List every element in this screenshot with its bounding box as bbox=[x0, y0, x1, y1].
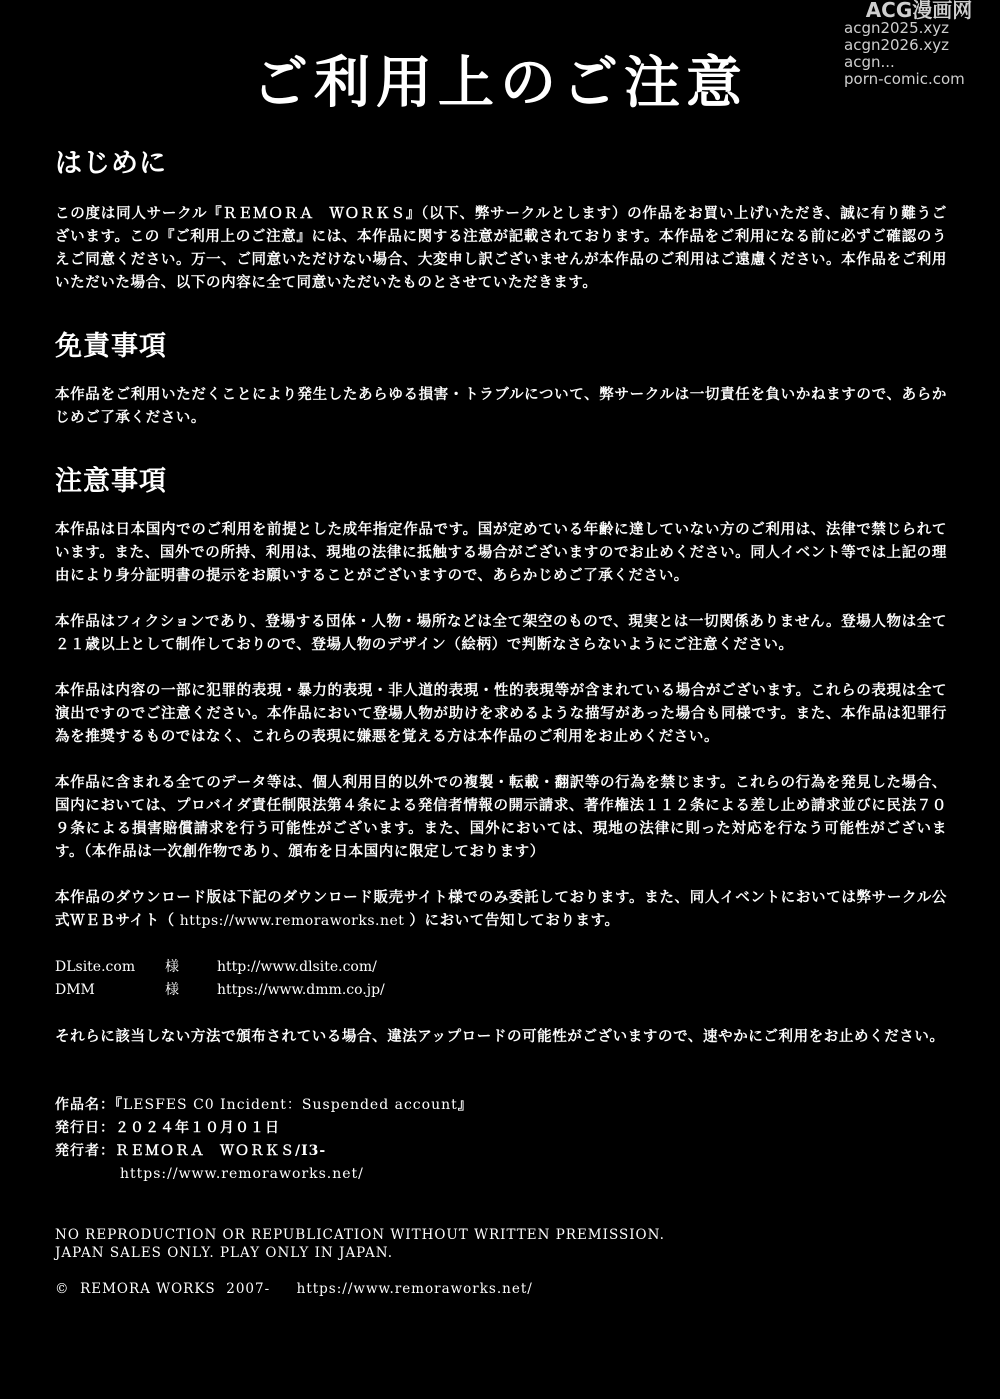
website-link[interactable]: https://www.remoraworks.net bbox=[174, 913, 410, 929]
notice-line: NO REPRODUCTION OR REPUBLICATION WITHOUT WRITTEN PREMISSION. bbox=[55, 1227, 665, 1243]
download-text-b: ）において告知しております。 bbox=[409, 912, 620, 929]
unauthorized-warning: それらに該当しない方法で頒布されている場合、違法アップロードの可能性がございますので、速やかにご利用をお止めください。 bbox=[55, 1028, 945, 1045]
site-url-link[interactable]: http://www.dlsite.com/ bbox=[217, 959, 377, 975]
credit-date-value: ２０２４年１０月０１日 bbox=[115, 1120, 280, 1136]
credit-publisher-url[interactable]: https://www.remoraworks.net/ bbox=[120, 1166, 364, 1182]
credits bbox=[55, 1094, 947, 1186]
credit-work-close: 』 bbox=[457, 1097, 473, 1113]
copyright-url-link[interactable]: https://www.remoraworks.net/ bbox=[296, 1281, 533, 1297]
page-title: ご利用上のご注意 bbox=[252, 50, 748, 116]
credit-date bbox=[55, 1117, 947, 1140]
document-body bbox=[55, 146, 947, 1298]
watermark-line: acgn2026.xyz bbox=[844, 36, 950, 54]
notes-paragraph: 本作品は内容の一部に犯罪的表現・暴力的表現・非人道的表現・性的表現等が含まれている場合がございます。これらの表現は全て演出ですのでご注意ください。本作品において登場人物が助けを求めるような描写があった場合も同様です。また、本作品は犯罪行為を推奨するものではなく、これらの表現に嫌悪を覚える方は本作品のご利用をお止めください。 bbox=[55, 682, 947, 745]
intro-heading: はじめに bbox=[55, 148, 167, 179]
disclaimer-heading: 免責事項 bbox=[55, 331, 167, 362]
watermark-line: acgn... bbox=[844, 53, 895, 71]
notes-paragraph: 本作品はフィクションであり、登場する団体・人物・場所などは全て架空のもので、現実とは一切関係ありません。登場人物は全て２１歳以上として制作しておりので、登場人物のデザイン（絵柄）で判断なさらないようにご注意ください。 bbox=[55, 613, 947, 653]
watermark-line: acgn2025.xyz bbox=[844, 19, 950, 37]
credit-work-label: 作品名： bbox=[55, 1097, 115, 1113]
credit-work bbox=[55, 1094, 947, 1117]
credit-publisher-label: 発行者： bbox=[55, 1143, 115, 1159]
sales-site-list bbox=[55, 956, 947, 1002]
download-text bbox=[55, 886, 947, 933]
download-text-a: 本作品のダウンロード版は下記のダウンロード販売サイト様でのみ委託しております。また、同人イベントにおいては弊サークル公式ＷＥＢサイト（ bbox=[55, 889, 947, 929]
copyright-symbol: © bbox=[55, 1281, 70, 1297]
credit-work-title: LESFES C0 Incident：Suspended account bbox=[123, 1097, 458, 1113]
notes-paragraph: 本作品は日本国内でのご利用を前提とした成年指定作品です。国が定めている年齢に達していない方のご利用は、法律で禁じられています。また、国外での所持、利用は、現地の法律に抵触する場合がございますのでお止めください。同人イベント等では上記の理由により身分証明書の提示をお願いすることがございますので、あらかじめご了承ください。 bbox=[55, 521, 947, 584]
site-name: DMM bbox=[55, 982, 95, 998]
credit-publisher bbox=[55, 1140, 947, 1163]
site-name: DLsite.com bbox=[55, 959, 136, 975]
site-url-link[interactable]: https://www.dmm.co.jp/ bbox=[217, 982, 385, 998]
site-honorific: 様 bbox=[165, 982, 179, 998]
watermark-logo: ACG漫画网 bbox=[865, 0, 973, 22]
reproduction-notice bbox=[55, 1226, 947, 1262]
disclaimer-text: 本作品をご利用いただくことにより発生したあらゆる損害・トラブルについて、弊サークルは一切責任を負いかねますので、あらかじめご了承ください。 bbox=[55, 386, 947, 426]
intro-text: この度は同人サークル『ＲＥＭＯＲＡ ＷＯＲＫＳ』（以下、弊サークルとします）の作品をお買い上げいただき、誠に有り難うございます。この『ご利用上のご注意』には、本作品に関する注意が記載されております。本作品をご利用になる前に必ずご確認のうえご同意ください。万一、ご同意いただけない場合、大変申し訳ございませんが本作品のご利用はご遠慮ください。本作品をご利用いただいた場合、以下の内容に全て同意いただいたものとさせていただきます。 bbox=[55, 205, 947, 291]
notes-heading: 注意事項 bbox=[55, 466, 167, 497]
watermark-line: porn-comic.com bbox=[844, 70, 965, 88]
notice-line: JAPAN SALES ONLY. PLAY ONLY IN JAPAN. bbox=[55, 1245, 394, 1261]
credit-work-open: 『 bbox=[115, 1097, 123, 1113]
credit-publisher-value: ＲＥＭＯＲＡ ＷＯＲＫＳ/I3- bbox=[115, 1143, 327, 1159]
notes-paragraph: 本作品に含まれる全てのデータ等は、個人利用目的以外での複製・転載・翻訳等の行為を禁じます。これらの行為を発見した場合、国内においては、プロバイダ責任制限法第４条による発信者情報の開示請求、著作権法１１２条による差し止め請求並びに民法７０９条による損害賠償請求を行う可能性がございます。また、国外においては、現地の法律に則った対応を行なう可能性がございます。（本作品は一次創作物であり、頒布を日本国内に限定しております） bbox=[55, 774, 947, 860]
copyright-text: REMORA WORKS 2007- bbox=[80, 1281, 271, 1297]
site-honorific: 様 bbox=[165, 959, 179, 975]
credit-date-label: 発行日： bbox=[55, 1120, 115, 1136]
copyright-line bbox=[55, 1280, 947, 1298]
